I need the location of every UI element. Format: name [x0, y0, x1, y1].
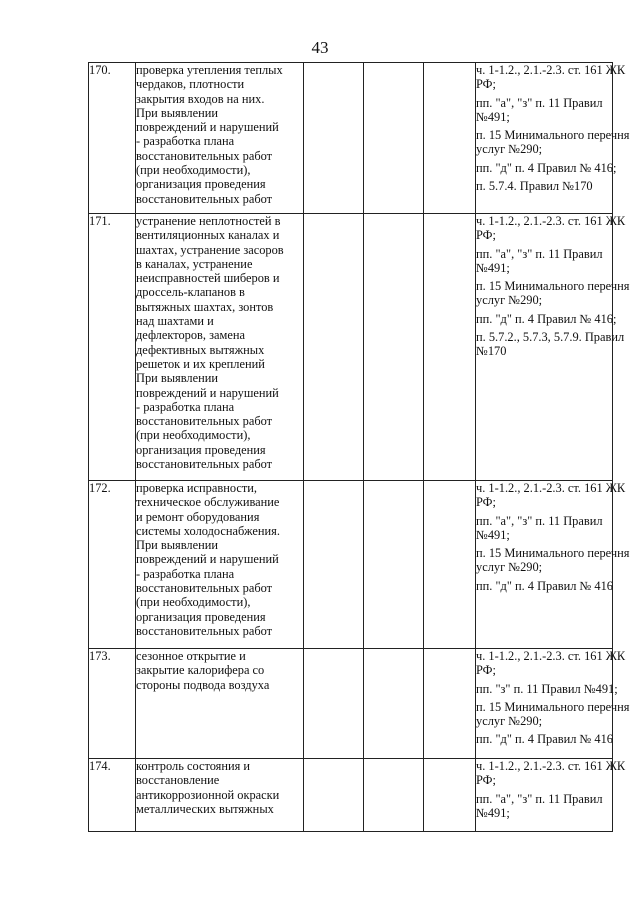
page-number: 43: [311, 38, 329, 57]
work-line: сезонное открытие и: [136, 649, 246, 663]
reference-line: №491;: [476, 527, 510, 542]
reference-item: [476, 546, 630, 575]
work-line: вентиляционных каналах и: [136, 228, 280, 243]
reference-line: услуг №290;: [476, 560, 543, 575]
table-row: [89, 214, 613, 481]
work-line: закрытия входов на них.: [136, 91, 265, 106]
work-line: решеток и их креплений: [136, 356, 265, 371]
reference-line: пп. "а", "з" п. 11 Правил: [476, 246, 603, 261]
work-description: [136, 649, 304, 759]
reference-item: [476, 279, 630, 308]
col-b-cell: [364, 649, 424, 759]
work-line: восстановительных работ: [136, 148, 273, 163]
work-line: закрытие калорифера со: [136, 663, 265, 678]
col-a-cell: [304, 63, 364, 214]
col-c-cell: [424, 649, 476, 759]
reference-item: [476, 311, 617, 326]
work-line: - разработка плана: [136, 134, 235, 149]
reference-line: РФ;: [476, 77, 496, 92]
work-line: восстановление: [136, 773, 220, 788]
work-line: При выявлении: [136, 371, 219, 386]
reference-line: ч. 1-1.2., 2.1.-2.3. ст. 161 ЖК: [476, 481, 626, 495]
works-table: [88, 62, 630, 832]
work-line: восстановительных работ: [136, 457, 273, 472]
work-line: техническое обслуживание: [136, 495, 280, 510]
table-row: [89, 63, 613, 214]
reference-line: пп. "а", "з" п. 11 Правил: [476, 513, 603, 528]
reference-item: [476, 759, 626, 788]
work-line: над шахтами и: [136, 314, 214, 329]
work-line: организация проведения: [136, 609, 266, 624]
reference-line: ч. 1-1.2., 2.1.-2.3. ст. 161 ЖК: [476, 759, 626, 773]
work-line: металлических вытяжных: [136, 801, 274, 816]
reference-line: п. 15 Минимального перечня: [476, 279, 630, 294]
col-c-cell: [424, 481, 476, 649]
work-line: проверка утепления теплых: [136, 63, 283, 77]
work-line: При выявлении: [136, 538, 219, 553]
work-line: дефлекторов, замена: [136, 328, 245, 343]
legal-references: [476, 649, 630, 759]
legal-references: [476, 214, 630, 481]
reference-line: №170: [476, 344, 507, 359]
table-row: [89, 759, 613, 832]
reference-line: ч. 1-1.2., 2.1.-2.3. ст. 161 ЖК: [476, 63, 626, 77]
reference-line: услуг №290;: [476, 714, 543, 729]
reference-line: №491;: [476, 109, 510, 124]
work-line: повреждений и нарушений: [136, 385, 279, 400]
reference-line: РФ;: [476, 773, 496, 788]
reference-line: п. 15 Минимального перечня: [476, 128, 630, 143]
legal-references: [476, 759, 626, 832]
work-line: шахтах, устранение засоров: [136, 242, 284, 257]
work-line: устранение неплотностей в: [136, 214, 281, 228]
reference-line: №491;: [476, 805, 510, 820]
work-line: восстановительных работ: [136, 191, 273, 206]
col-a-cell: [304, 759, 364, 832]
reference-line: п. 15 Минимального перечня: [476, 699, 630, 714]
reference-line: п. 15 Минимального перечня: [476, 546, 630, 561]
work-line: контроль состояния и: [136, 759, 251, 773]
reference-item: [476, 63, 626, 92]
reference-line: ч. 1-1.2., 2.1.-2.3. ст. 161 ЖК: [476, 214, 626, 228]
work-line: При выявлении: [136, 105, 219, 120]
col-a-cell: [304, 481, 364, 649]
row-number: 171.: [89, 214, 136, 481]
reference-item: [476, 128, 630, 157]
reference-item: [476, 214, 626, 243]
reference-item: [476, 96, 612, 125]
table-row: [89, 649, 613, 759]
reference-item: [476, 649, 626, 678]
reference-line: пп. "а", "з" п. 11 Правил: [476, 95, 603, 110]
legal-references: [476, 63, 630, 214]
reference-item: [476, 681, 618, 696]
row-number: 174.: [89, 759, 136, 832]
work-line: антикоррозионной окраски: [136, 787, 280, 802]
reference-line: пп. "а", "з" п. 11 Правил: [476, 791, 603, 806]
work-line: восстановительных работ: [136, 623, 273, 638]
reference-item: [476, 179, 612, 193]
work-line: повреждений и нарушений: [136, 552, 279, 567]
work-line: повреждений и нарушений: [136, 120, 279, 135]
reference-line: услуг №290;: [476, 142, 543, 157]
col-b-cell: [364, 481, 424, 649]
reference-line: п. 5.7.4. Правил №170: [476, 179, 593, 194]
row-number: 170.: [89, 63, 136, 214]
work-description: [136, 214, 304, 481]
row-number: 173.: [89, 649, 136, 759]
work-line: чердаков, плотности: [136, 77, 245, 92]
work-description: [136, 63, 304, 214]
col-c-cell: [424, 63, 476, 214]
reference-line: пп. "з" п. 11 Правил №491;: [476, 681, 618, 696]
work-line: (при необходимости),: [136, 163, 251, 178]
col-c-cell: [424, 759, 476, 832]
work-line: проверка исправности,: [136, 481, 258, 495]
reference-item: [476, 792, 612, 821]
reference-item: [476, 579, 612, 593]
row-number: 172.: [89, 481, 136, 649]
reference-item: [476, 160, 617, 175]
reference-item: [476, 330, 625, 359]
work-line: неисправностей шиберов и: [136, 271, 280, 286]
legal-references: [476, 481, 630, 649]
reference-line: РФ;: [476, 228, 496, 243]
col-a-cell: [304, 649, 364, 759]
reference-line: РФ;: [476, 663, 496, 678]
work-line: в каналах, устранение: [136, 256, 253, 271]
reference-item: [476, 481, 626, 510]
work-line: восстановительных работ: [136, 581, 273, 596]
reference-line: №491;: [476, 260, 510, 275]
work-line: вытяжных шахтах, зонтов: [136, 299, 274, 314]
work-description: [136, 759, 304, 832]
work-line: - разработка плана: [136, 399, 235, 414]
work-line: системы холодоснабжения.: [136, 523, 280, 538]
reference-item: [476, 699, 630, 729]
work-line: дефективных вытяжных: [136, 342, 265, 357]
work-line: (при необходимости),: [136, 428, 251, 443]
col-a-cell: [304, 214, 364, 481]
work-line: организация проведения: [136, 177, 266, 192]
table-row: [89, 481, 613, 649]
reference-item: [476, 732, 612, 746]
work-line: стороны подвода воздуха: [136, 677, 270, 692]
reference-item: [476, 514, 612, 543]
reference-line: пп. "д" п. 4 Правил № 416;: [476, 160, 617, 175]
work-description: [136, 481, 304, 649]
work-line: восстановительных работ: [136, 414, 273, 429]
col-b-cell: [364, 63, 424, 214]
reference-line: ч. 1-1.2., 2.1.-2.3. ст. 161 ЖК: [476, 649, 626, 663]
reference-line: услуг №290;: [476, 293, 543, 308]
reference-line: пп. "д" п. 4 Правил № 416: [476, 578, 614, 593]
col-b-cell: [364, 214, 424, 481]
reference-line: пп. "д" п. 4 Правил № 416: [476, 732, 614, 747]
work-line: (при необходимости),: [136, 595, 251, 610]
col-c-cell: [424, 214, 476, 481]
reference-line: пп. "д" п. 4 Правил № 416;: [476, 311, 617, 326]
col-b-cell: [364, 759, 424, 832]
work-line: - разработка плана: [136, 566, 235, 581]
reference-item: [476, 247, 612, 276]
work-line: и ремонт оборудования: [136, 509, 260, 524]
work-line: организация проведения: [136, 442, 266, 457]
reference-line: п. 5.7.2., 5.7.3, 5.7.9. Правил: [476, 330, 625, 345]
reference-line: РФ;: [476, 495, 496, 510]
work-line: дроссель-клапанов в: [136, 285, 245, 300]
